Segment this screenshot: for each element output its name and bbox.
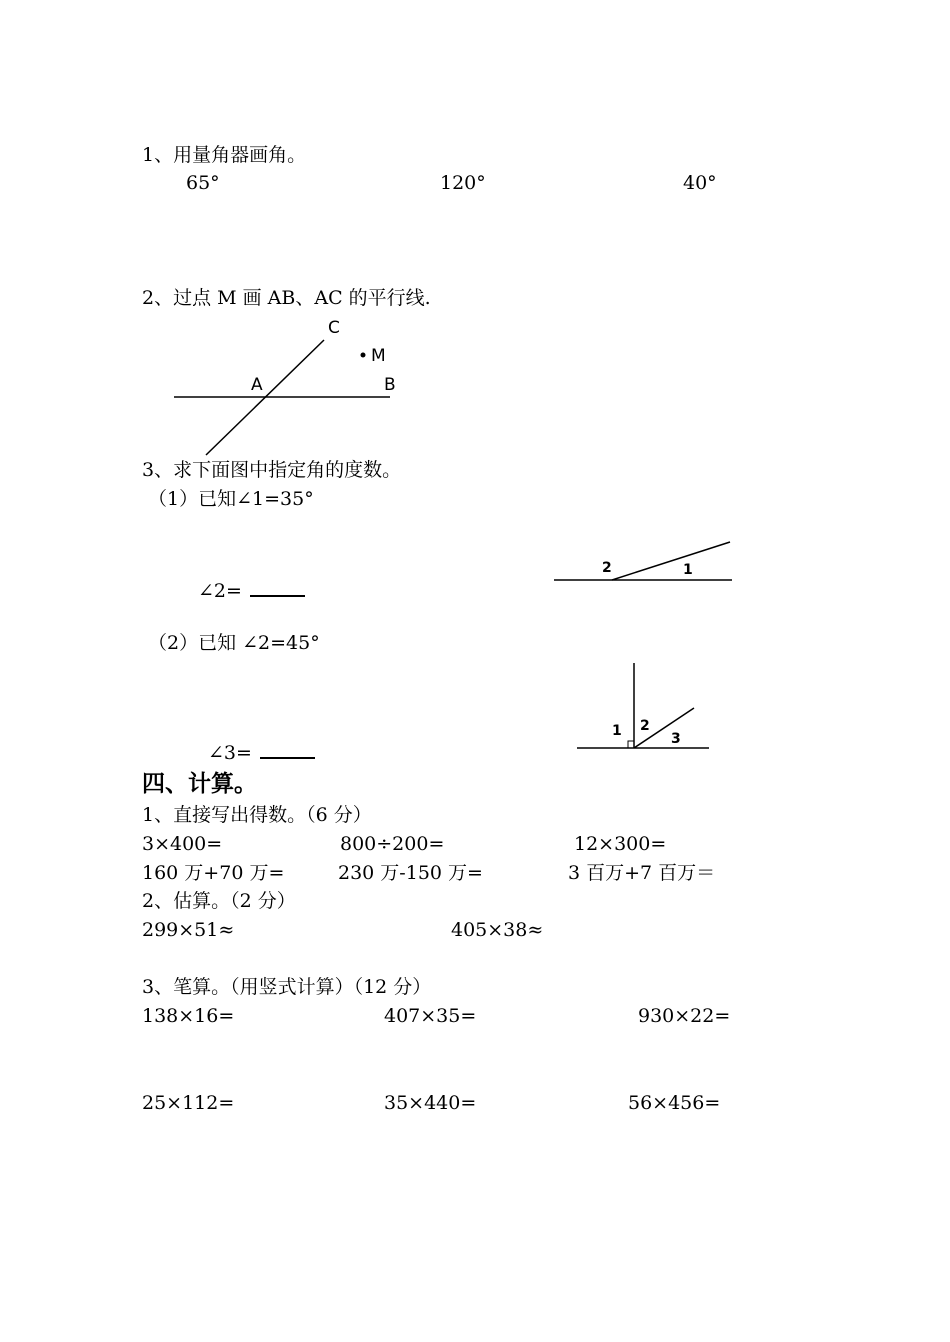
section-4-heading: 四、计算。 [142,771,257,797]
question-2-title: 2、过点 M 画 AB、AC 的平行线. [142,287,431,309]
calc-1-item-1: 3×400= [142,833,223,855]
angle-65: 65° [186,172,220,194]
label-m: M [371,346,386,366]
part-2-given: （2）已知 ∠2=45° [148,632,320,654]
part-2-answer [208,743,315,763]
angle-figure-2 [570,655,715,755]
calc-2-item-2: 405×38≈ [451,919,544,941]
point-m-dot [361,353,366,358]
label-b: B [384,375,396,395]
figure-1-label-2: 2 [602,560,612,576]
parallel-lines-figure [160,310,410,460]
calc-1-item-2: 800÷200= [340,833,445,855]
question-3-title: 3、求下面图中指定角的度数。 [142,459,402,481]
part-2-answer-label: ∠3= [208,742,252,764]
calc-1-item-5: 230 万-150 万= [338,862,483,884]
figure-2-label-1: 1 [612,723,622,739]
angle-figure-1 [550,535,740,590]
calc-2-item-1: 299×51≈ [142,919,235,941]
calc-3-item-1: 138×16= [142,1005,235,1027]
question-1-title: 1、用量角器画角。 [142,144,307,166]
calc-3-item-2: 407×35= [384,1005,477,1027]
figure-1-ray [612,542,730,580]
part-1-answer-label: ∠2= [198,580,242,602]
calc-1-item-6: 3 百万+7 百万＝ [568,862,716,884]
part-1-answer-blank[interactable] [250,581,305,597]
calc-3-item-6: 56×456= [628,1092,721,1114]
calc-1-title: 1、直接写出得数。（6 分） [142,804,372,826]
calc-3-title: 3、笔算。（用竖式计算）（12 分） [142,976,432,998]
calc-2-title: 2、估算。（2 分） [142,890,296,912]
calc-3-item-3: 930×22= [638,1005,731,1027]
part-1-answer [198,581,305,601]
figure-2-label-3: 3 [671,731,681,747]
figure-2-label-2: 2 [640,718,650,734]
right-angle-mark [628,741,634,748]
part-2-answer-blank[interactable] [260,743,315,759]
part-1-given: （1）已知∠1=35° [148,488,314,510]
angle-120: 120° [440,172,486,194]
figure-1-label-1: 1 [683,562,693,578]
calc-3-item-5: 35×440= [384,1092,477,1114]
label-c: C [328,318,340,338]
calc-3-item-4: 25×112= [142,1092,235,1114]
calc-1-item-3: 12×300= [574,833,667,855]
angle-40: 40° [683,172,717,194]
label-a: A [251,375,263,395]
calc-1-item-4: 160 万+70 万= [142,862,285,884]
